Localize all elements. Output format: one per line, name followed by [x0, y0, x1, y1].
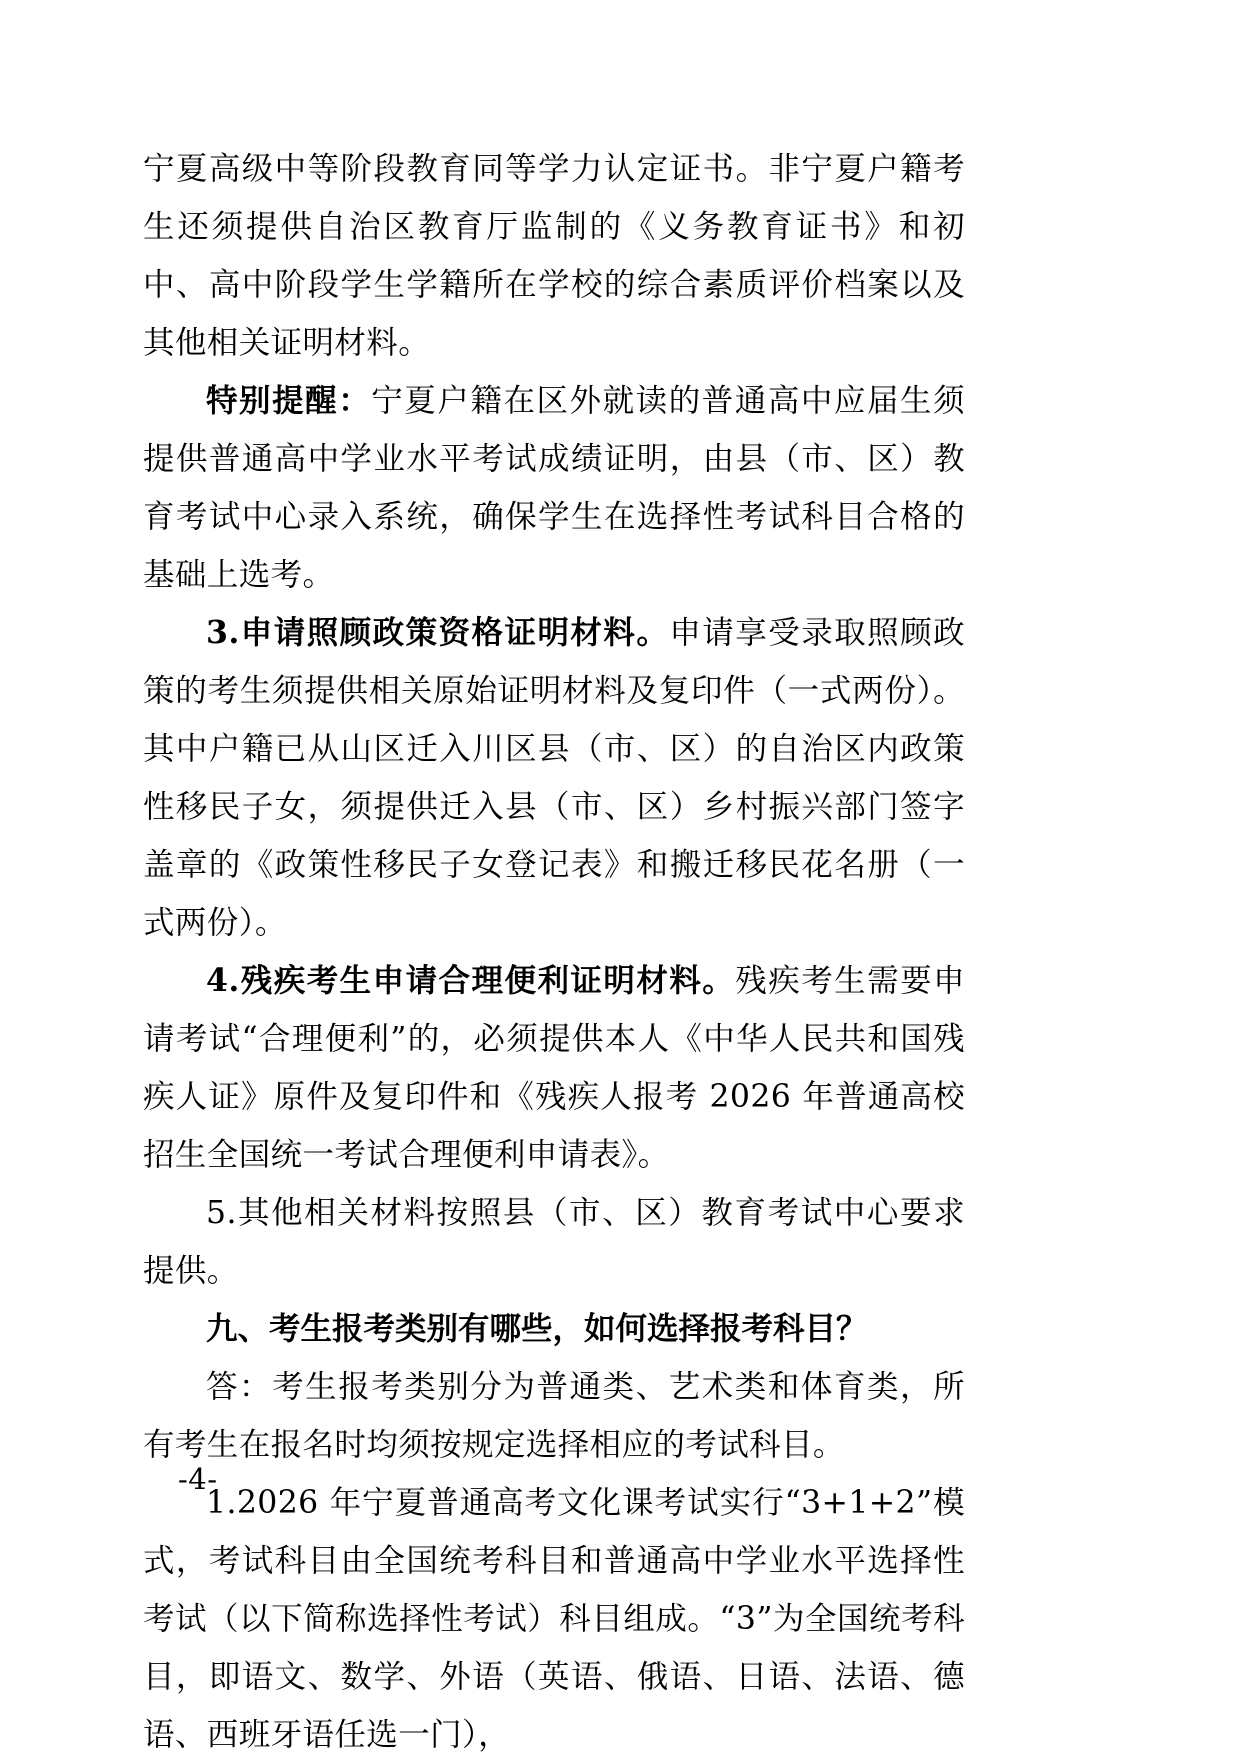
paragraph-text: 宁夏高级中等阶段教育同等学力认定证书。非宁夏户籍考生还须提供自治区教育厅监制的《义务教育证书》和初中、高中阶段学生学籍所在学校的综合素质评价档案以及其他相关证明材料。	[143, 151, 965, 361]
section-heading-nine: 九、考生报考类别有哪些，如何选择报考科目？	[206, 1310, 868, 1347]
paragraph-text: 1.2026 年宁夏普通高考文化课考试实行“3+1+2”模式，考试科目由全国统考科目和普通高中学业水平选择性考试（以下简称选择性考试）科目组成。“3”为全国统考科目，即语文、数学、外语（英语、俄语、日语、法语、德语、西班牙语任选一门），	[143, 1485, 965, 1753]
paragraph-answer-312-model	[143, 1474, 965, 1764]
paragraph-bold-lead: 4.残疾考生申请合理便利证明材料。	[206, 962, 736, 999]
paragraph-bold-lead: 3.申请照顾政策资格证明材料。	[206, 614, 670, 651]
paragraph-text: 答：考生报考类别分为普通类、艺术类和体育类，所有考生在报名时均须按规定选择相应的考试科目。	[143, 1369, 965, 1463]
paragraph-text: 5.其他相关材料按照县（市、区）教育考试中心要求提供。	[143, 1195, 965, 1289]
paragraph-item-5-other-materials	[143, 1184, 965, 1300]
paragraph-answer-categories	[143, 1358, 965, 1474]
paragraph-bold-lead: 特别提醒：	[206, 382, 372, 419]
paragraph-text: 申请享受录取照顾政策的考生须提供相关原始证明材料及复印件（一式两份）。其中户籍已从山区迁入川区县（市、区）的自治区内政策性移民子女，须提供迁入县（市、区）乡村振兴部门签字盖章的《政策性移民子女登记表》和搬迁移民花名册（一式两份）。	[143, 615, 965, 941]
paragraph-continuation-credentials	[143, 140, 965, 372]
page-number: -4-	[178, 1462, 218, 1496]
paragraph-item-3-care-policy	[143, 604, 965, 952]
paragraph-text: 宁夏户籍在区外就读的普通高中应届生须提供普通高中学业水平考试成绩证明，由县（市、区）教育考试中心录入系统，确保学生在选择性考试科目合格的基础上选考。	[143, 383, 965, 593]
paragraph-special-reminder	[143, 372, 965, 604]
paragraph-text: 残疾考生需要申请考试“合理便利”的，必须提供本人《中华人民共和国残疾人证》原件及复印件和《残疾人报考 2026 年普通高校招生全国统一考试合理便利申请表》。	[143, 963, 965, 1173]
paragraph-item-4-disabled-convenience	[143, 952, 965, 1184]
document-body	[143, 140, 965, 1764]
